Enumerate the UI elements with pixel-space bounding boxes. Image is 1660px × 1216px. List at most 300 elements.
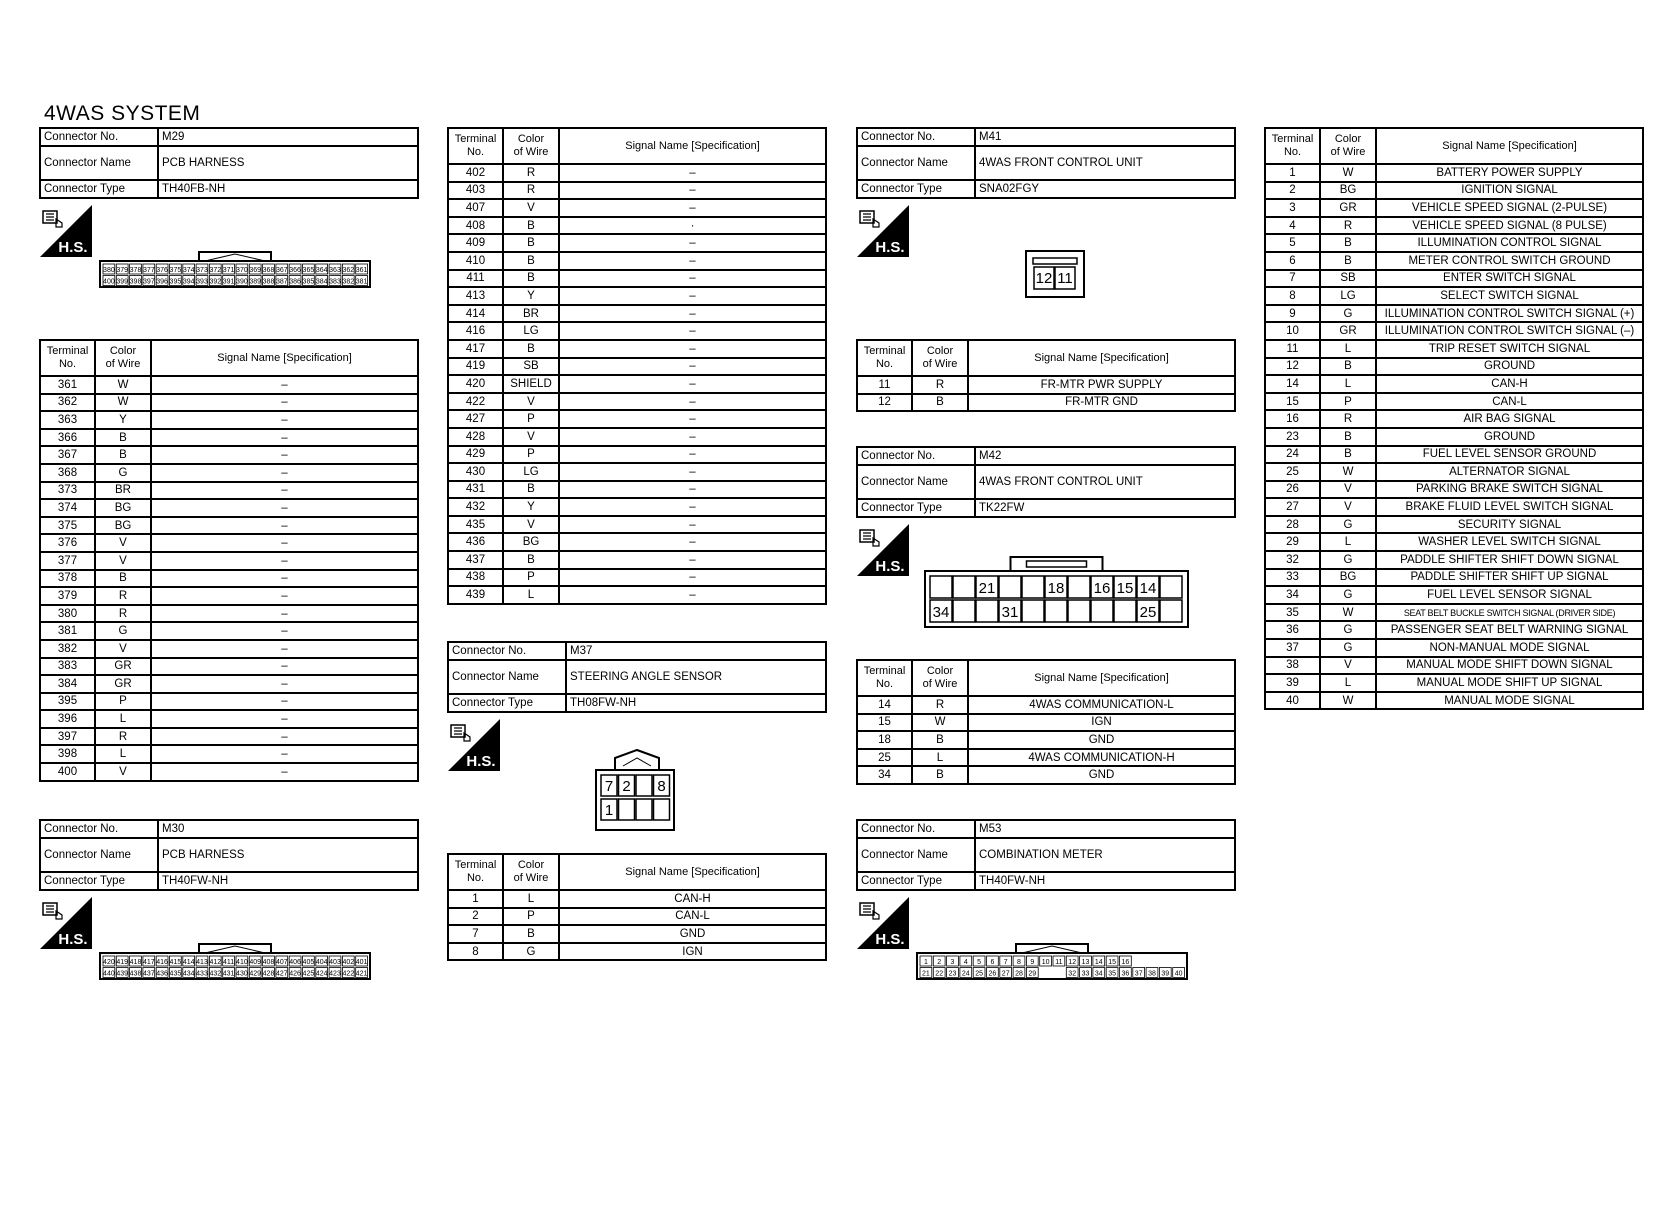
pin-label: 11 <box>1055 959 1063 966</box>
pin-label: 27 <box>1001 970 1010 978</box>
connector-face-m37 <box>595 748 675 832</box>
terminal-no-cell: 12 <box>1265 358 1320 376</box>
signal-name-cell: IGNITION SIGNAL <box>1376 182 1643 200</box>
wire-color-cell: P <box>503 446 559 464</box>
pin-label: 403 <box>329 959 341 966</box>
table-row <box>857 696 1235 714</box>
table-row <box>40 763 418 781</box>
connector-info-m30 <box>39 819 419 891</box>
pin-label: 422 <box>342 970 355 978</box>
label-connector-no: Connector No. <box>40 128 158 146</box>
signal-name-cell: SELECT SWITCH SIGNAL <box>1376 287 1643 305</box>
header-wire-color: Color of Wire <box>912 340 968 376</box>
terminal-no-cell: 26 <box>1265 481 1320 499</box>
pin-label: 385 <box>302 278 315 286</box>
pin-label: 409 <box>249 959 262 966</box>
signal-name-cell: PARKING BRAKE SWITCH SIGNAL <box>1376 481 1643 499</box>
table-row <box>448 446 826 464</box>
terminal-no-cell: 395 <box>40 693 95 711</box>
table-row <box>40 411 418 429</box>
pin-label: 32 <box>1068 970 1077 978</box>
wire-color-cell: LG <box>503 322 559 340</box>
wire-color-cell: G <box>1320 639 1376 657</box>
pin-label: 377 <box>142 267 155 274</box>
terminal-no-cell: 3 <box>1265 199 1320 217</box>
table-row <box>1265 375 1643 393</box>
table-row <box>1265 182 1643 200</box>
table-row <box>40 482 418 500</box>
wire-color-cell: W <box>1320 463 1376 481</box>
wire-color-cell: B <box>503 481 559 499</box>
table-row <box>1265 674 1643 692</box>
wire-color-cell: B <box>503 234 559 252</box>
wire-color-cell: B <box>912 766 968 784</box>
table-row <box>448 270 826 288</box>
connector-info-m37 <box>447 641 827 713</box>
wire-color-cell: V <box>95 552 151 570</box>
terminal-no-cell: 398 <box>40 745 95 763</box>
wire-color-cell: V <box>1320 657 1376 675</box>
connector-face-m30 <box>99 941 371 981</box>
header-wire-color: Color of Wire <box>912 660 968 696</box>
pin-label: 23 <box>948 970 957 978</box>
pin-label: 404 <box>315 959 328 966</box>
svg-text:H.S.: H.S. <box>466 753 496 770</box>
terminal-no-cell: 402 <box>448 164 503 182</box>
terminal-no-cell: 24 <box>1265 446 1320 464</box>
terminal-table-m29 <box>39 339 419 782</box>
signal-name-cell: – <box>559 182 826 200</box>
terminal-no-cell: 411 <box>448 270 503 288</box>
terminal-no-cell: 368 <box>40 464 95 482</box>
signal-name-cell: – <box>151 763 418 781</box>
connector-info-m53 <box>856 819 1236 891</box>
wire-color-cell: L <box>503 586 559 604</box>
pin-label: 21 <box>922 970 930 978</box>
signal-name-cell: – <box>151 464 418 482</box>
wire-color-cell: P <box>503 410 559 428</box>
terminal-no-cell: 413 <box>448 287 503 305</box>
header-signal-name: Signal Name [Specification] <box>559 854 826 890</box>
table-row <box>1265 217 1643 235</box>
table-row <box>40 587 418 605</box>
pin-label: 7 <box>1003 959 1008 966</box>
wire-color-cell: B <box>503 252 559 270</box>
signal-name-cell: METER CONTROL SWITCH GROUND <box>1376 252 1643 270</box>
table-row <box>40 552 418 570</box>
pin-label: 423 <box>329 970 341 978</box>
table-row <box>40 570 418 588</box>
wire-color-cell: G <box>1320 586 1376 604</box>
signal-name-cell: – <box>151 499 418 517</box>
pin-label: 365 <box>302 267 315 274</box>
terminal-no-cell: 429 <box>448 446 503 464</box>
terminal-no-cell: 427 <box>448 410 503 428</box>
wire-color-cell: R <box>503 164 559 182</box>
signal-name-cell: – <box>151 693 418 711</box>
table-row <box>40 640 418 658</box>
signal-name-cell: – <box>559 446 826 464</box>
wire-color-cell: LG <box>1320 287 1376 305</box>
wire-color-cell: R <box>912 696 968 714</box>
header-signal-name: Signal Name [Specification] <box>559 128 826 164</box>
wire-color-cell: G <box>1320 516 1376 534</box>
terminal-table-m53 <box>1264 127 1644 710</box>
table-row <box>448 358 826 376</box>
wire-color-cell: B <box>503 925 559 943</box>
pin-label: 14 <box>1139 580 1157 597</box>
terminal-no-cell: 436 <box>448 533 503 551</box>
pin-label: 417 <box>142 959 155 966</box>
pin-label: 397 <box>142 278 155 286</box>
header-wire-color: Color of Wire <box>503 854 559 890</box>
terminal-table-m42 <box>856 659 1236 785</box>
label-connector-no: Connector No. <box>857 820 975 838</box>
terminal-no-cell: 367 <box>40 446 95 464</box>
terminal-no-cell: 6 <box>1265 252 1320 270</box>
connector-type-value: TK22FW <box>975 499 1235 517</box>
wire-color-cell: W <box>1320 692 1376 710</box>
signal-name-cell: PASSENGER SEAT BELT WARNING SIGNAL <box>1376 621 1643 639</box>
label-connector-type: Connector Type <box>40 180 158 198</box>
table-row <box>857 766 1235 784</box>
terminal-no-cell: 361 <box>40 376 95 394</box>
wire-color-cell: BG <box>95 499 151 517</box>
terminal-no-cell: 9 <box>1265 305 1320 323</box>
wire-color-cell: B <box>1320 358 1376 376</box>
terminal-no-cell: 366 <box>40 429 95 447</box>
pin-label: 399 <box>116 278 129 286</box>
pin-label: 37 <box>1134 970 1143 978</box>
pin-label: 438 <box>129 970 142 978</box>
terminal-no-cell: 34 <box>1265 586 1320 604</box>
pin-label: 374 <box>182 267 195 274</box>
pin-label: 362 <box>342 267 355 274</box>
pin-label: 398 <box>129 278 142 286</box>
terminal-no-cell: 397 <box>40 728 95 746</box>
pin-label: 34 <box>932 604 950 621</box>
wire-color-cell: W <box>95 376 151 394</box>
terminal-no-cell: 437 <box>448 551 503 569</box>
wire-color-cell: SB <box>1320 270 1376 288</box>
header-wire-color: Color of Wire <box>95 340 151 376</box>
pin-label: 28 <box>1015 970 1023 978</box>
connector-face-m42 <box>924 553 1189 629</box>
terminal-no-cell: 25 <box>1265 463 1320 481</box>
pin-label: 379 <box>116 267 129 274</box>
table-row <box>1265 322 1643 340</box>
terminal-no-cell: 417 <box>448 340 503 358</box>
signal-name-cell: – <box>151 482 418 500</box>
pin-label: 391 <box>222 278 235 286</box>
pin-label: 380 <box>103 267 115 274</box>
signal-name-cell: MANUAL MODE SHIFT DOWN SIGNAL <box>1376 657 1643 675</box>
table-row <box>1265 481 1643 499</box>
signal-name-cell: ENTER SWITCH SIGNAL <box>1376 270 1643 288</box>
signal-name-cell: – <box>151 517 418 535</box>
wire-color-cell: L <box>95 710 151 728</box>
table-row <box>448 217 826 235</box>
label-connector-no: Connector No. <box>448 642 566 660</box>
wire-color-cell: BG <box>1320 182 1376 200</box>
table-row <box>857 731 1235 749</box>
connector-info-m41 <box>856 127 1236 199</box>
terminal-no-cell: 15 <box>857 714 912 732</box>
terminal-no-cell: 400 <box>40 763 95 781</box>
signal-name-cell: CAN-H <box>559 890 826 908</box>
label-connector-name: Connector Name <box>857 838 975 872</box>
pin-label: 31 <box>1001 604 1019 621</box>
terminal-no-cell: 10 <box>1265 322 1320 340</box>
terminal-no-cell: 410 <box>448 252 503 270</box>
pin-label: 419 <box>116 959 129 966</box>
pin-label: 402 <box>342 959 355 966</box>
terminal-no-cell: 435 <box>448 516 503 534</box>
terminal-no-cell: 379 <box>40 587 95 605</box>
connector-name-value: COMBINATION METER <box>975 838 1235 872</box>
header-signal-name: Signal Name [Specification] <box>151 340 418 376</box>
signal-name-cell: – <box>559 586 826 604</box>
wire-color-cell: V <box>1320 498 1376 516</box>
signal-name-cell: – <box>559 533 826 551</box>
pin-label: 388 <box>262 278 275 286</box>
wire-color-cell: G <box>95 464 151 482</box>
signal-name-cell: VEHICLE SPEED SIGNAL (2-PULSE) <box>1376 199 1643 217</box>
table-row <box>448 551 826 569</box>
table-row <box>40 394 418 412</box>
signal-name-cell: – <box>151 745 418 763</box>
pin-label: 394 <box>182 278 195 286</box>
table-row <box>1265 287 1643 305</box>
table-row <box>40 464 418 482</box>
terminal-no-cell: 414 <box>448 305 503 323</box>
table-row <box>1265 533 1643 551</box>
connector-type-value: TH08FW-NH <box>566 694 826 712</box>
table-row <box>448 234 826 252</box>
terminal-no-cell: 11 <box>857 376 912 394</box>
pin-label: 396 <box>156 278 168 286</box>
terminal-no-cell: 2 <box>448 908 503 926</box>
pin-label: 433 <box>196 970 208 978</box>
signal-name-cell: AIR BAG SIGNAL <box>1376 410 1643 428</box>
table-row <box>1265 621 1643 639</box>
signal-name-cell: CAN-H <box>1376 375 1643 393</box>
pin-label: 407 <box>275 959 288 966</box>
pin-label: 14 <box>1094 959 1103 966</box>
pin-label: 39 <box>1161 970 1170 978</box>
table-row <box>40 517 418 535</box>
table-row <box>40 675 418 693</box>
signal-name-cell: FR-MTR PWR SUPPLY <box>968 376 1235 394</box>
svg-text:H.S.: H.S. <box>58 931 88 948</box>
table-row <box>448 305 826 323</box>
terminal-no-cell: 35 <box>1265 604 1320 622</box>
table-row <box>1265 305 1643 323</box>
pin-label: 414 <box>182 959 195 966</box>
signal-name-cell: – <box>151 587 418 605</box>
terminal-no-cell: 27 <box>1265 498 1320 516</box>
wire-color-cell: Y <box>503 498 559 516</box>
signal-name-cell: – <box>559 375 826 393</box>
table-row <box>448 516 826 534</box>
connector-no-value: M41 <box>975 128 1235 146</box>
connector-info-m29 <box>39 127 419 199</box>
signal-name-cell: GND <box>968 731 1235 749</box>
signal-name-cell: – <box>151 622 418 640</box>
wire-color-cell: B <box>95 446 151 464</box>
signal-name-cell: PADDLE SHIFTER SHIFT UP SIGNAL <box>1376 569 1643 587</box>
signal-name-cell: – <box>151 534 418 552</box>
pin-label: 373 <box>196 267 208 274</box>
signal-name-cell: BRAKE FLUID LEVEL SWITCH SIGNAL <box>1376 498 1643 516</box>
label-connector-type: Connector Type <box>448 694 566 712</box>
table-row <box>1265 358 1643 376</box>
signal-name-cell: – <box>559 551 826 569</box>
table-row <box>448 533 826 551</box>
terminal-table-m41 <box>856 339 1236 412</box>
label-connector-no: Connector No. <box>40 820 158 838</box>
table-row <box>40 446 418 464</box>
pin-label: 393 <box>196 278 208 286</box>
pin-label: 405 <box>302 959 315 966</box>
hs-badge-icon <box>40 205 92 257</box>
terminal-no-cell: 5 <box>1265 234 1320 252</box>
wire-color-cell: V <box>503 428 559 446</box>
pin-label: 425 <box>302 970 315 978</box>
pin-label: 366 <box>289 267 301 274</box>
connector-name-value: 4WAS FRONT CONTROL UNIT <box>975 465 1235 499</box>
signal-name-cell: – <box>559 463 826 481</box>
pin-label: 432 <box>209 970 222 978</box>
label-connector-type: Connector Type <box>857 499 975 517</box>
pin-label: 38 <box>1148 970 1156 978</box>
connector-info-m42 <box>856 446 1236 518</box>
label-connector-type: Connector Type <box>857 872 975 890</box>
pin-label: 381 <box>355 278 368 286</box>
table-row <box>1265 604 1643 622</box>
pin-label: 16 <box>1093 580 1111 597</box>
wire-color-cell: V <box>95 640 151 658</box>
wire-color-cell: LG <box>503 463 559 481</box>
wire-color-cell: B <box>912 394 968 412</box>
pin-label: 430 <box>236 970 248 978</box>
label-connector-name: Connector Name <box>857 146 975 180</box>
connector-no-value: M42 <box>975 447 1235 465</box>
signal-name-cell: GROUND <box>1376 428 1643 446</box>
terminal-no-cell: 15 <box>1265 393 1320 411</box>
terminal-no-cell: 33 <box>1265 569 1320 587</box>
wire-color-cell: P <box>503 908 559 926</box>
table-row <box>857 376 1235 394</box>
wire-color-cell: B <box>1320 446 1376 464</box>
terminal-no-cell: 382 <box>40 640 95 658</box>
wire-color-cell: R <box>1320 217 1376 235</box>
pin-label: 11 <box>1057 270 1073 287</box>
pin-label: 436 <box>156 970 168 978</box>
terminal-no-cell: 381 <box>40 622 95 640</box>
table-row <box>448 287 826 305</box>
wire-color-cell: L <box>95 745 151 763</box>
pin-label: 18 <box>1047 580 1065 597</box>
wire-color-cell: GR <box>1320 199 1376 217</box>
connector-type-value: TH40FW-NH <box>158 872 418 890</box>
connector-face-m53 <box>916 941 1188 981</box>
pin-label: 383 <box>329 278 341 286</box>
terminal-no-cell: 384 <box>40 675 95 693</box>
pin-label: 387 <box>275 278 288 286</box>
header-signal-name: Signal Name [Specification] <box>968 340 1235 376</box>
pin-label: 413 <box>196 959 208 966</box>
terminal-no-cell: 374 <box>40 499 95 517</box>
terminal-no-cell: 432 <box>448 498 503 516</box>
header-terminal-no: Terminal No. <box>857 340 912 376</box>
signal-name-cell: – <box>559 270 826 288</box>
hs-badge-icon <box>857 897 909 949</box>
connector-type-value: SNA02FGY <box>975 180 1235 198</box>
pin-label: 364 <box>315 267 328 274</box>
terminal-no-cell: 377 <box>40 552 95 570</box>
table-row <box>1265 657 1643 675</box>
pin-label: 434 <box>182 970 195 978</box>
terminal-no-cell: 14 <box>857 696 912 714</box>
terminal-no-cell: 439 <box>448 586 503 604</box>
signal-name-cell: 4WAS COMMUNICATION-H <box>968 749 1235 767</box>
wire-color-cell: P <box>1320 393 1376 411</box>
pin-label: 411 <box>223 959 235 966</box>
pin-label: 376 <box>156 267 168 274</box>
pin-label: 1 <box>604 802 614 819</box>
pin-label: 29 <box>1028 970 1037 978</box>
pin-label: 390 <box>236 278 248 286</box>
table-row <box>40 534 418 552</box>
table-row <box>448 908 826 926</box>
terminal-no-cell: 416 <box>448 322 503 340</box>
pin-label: 435 <box>169 970 182 978</box>
connector-no-value: M29 <box>158 128 418 146</box>
signal-name-cell: IGN <box>559 943 826 961</box>
signal-name-cell: CAN-L <box>559 908 826 926</box>
signal-name-cell: – <box>559 410 826 428</box>
signal-name-cell: – <box>559 516 826 534</box>
table-row <box>1265 498 1643 516</box>
pin-label: 424 <box>315 970 328 978</box>
pin-label: 440 <box>103 970 115 978</box>
terminal-no-cell: 422 <box>448 393 503 411</box>
wire-color-cell: R <box>1320 410 1376 428</box>
signal-name-cell: – <box>151 376 418 394</box>
header-terminal-no: Terminal No. <box>448 128 503 164</box>
pin-label: 412 <box>209 959 222 966</box>
wire-color-cell: R <box>95 605 151 623</box>
terminal-no-cell: 380 <box>40 605 95 623</box>
wire-color-cell: V <box>503 393 559 411</box>
wire-color-cell: BR <box>503 305 559 323</box>
signal-name-cell: TRIP RESET SWITCH SIGNAL <box>1376 340 1643 358</box>
signal-name-cell: ILLUMINATION CONTROL SWITCH SIGNAL (–) <box>1376 322 1643 340</box>
terminal-no-cell: 34 <box>857 766 912 784</box>
wire-color-cell: BG <box>1320 569 1376 587</box>
terminal-no-cell: 7 <box>448 925 503 943</box>
signal-name-cell: GROUND <box>1376 358 1643 376</box>
table-row <box>448 252 826 270</box>
pin-label: 40 <box>1174 970 1183 978</box>
signal-name-cell: – <box>559 393 826 411</box>
pin-label: 34 <box>1094 970 1103 978</box>
pin-label: 378 <box>129 267 142 274</box>
label-connector-name: Connector Name <box>40 146 158 180</box>
pin-label: 371 <box>222 267 235 274</box>
pin-label: 3 <box>950 959 955 966</box>
